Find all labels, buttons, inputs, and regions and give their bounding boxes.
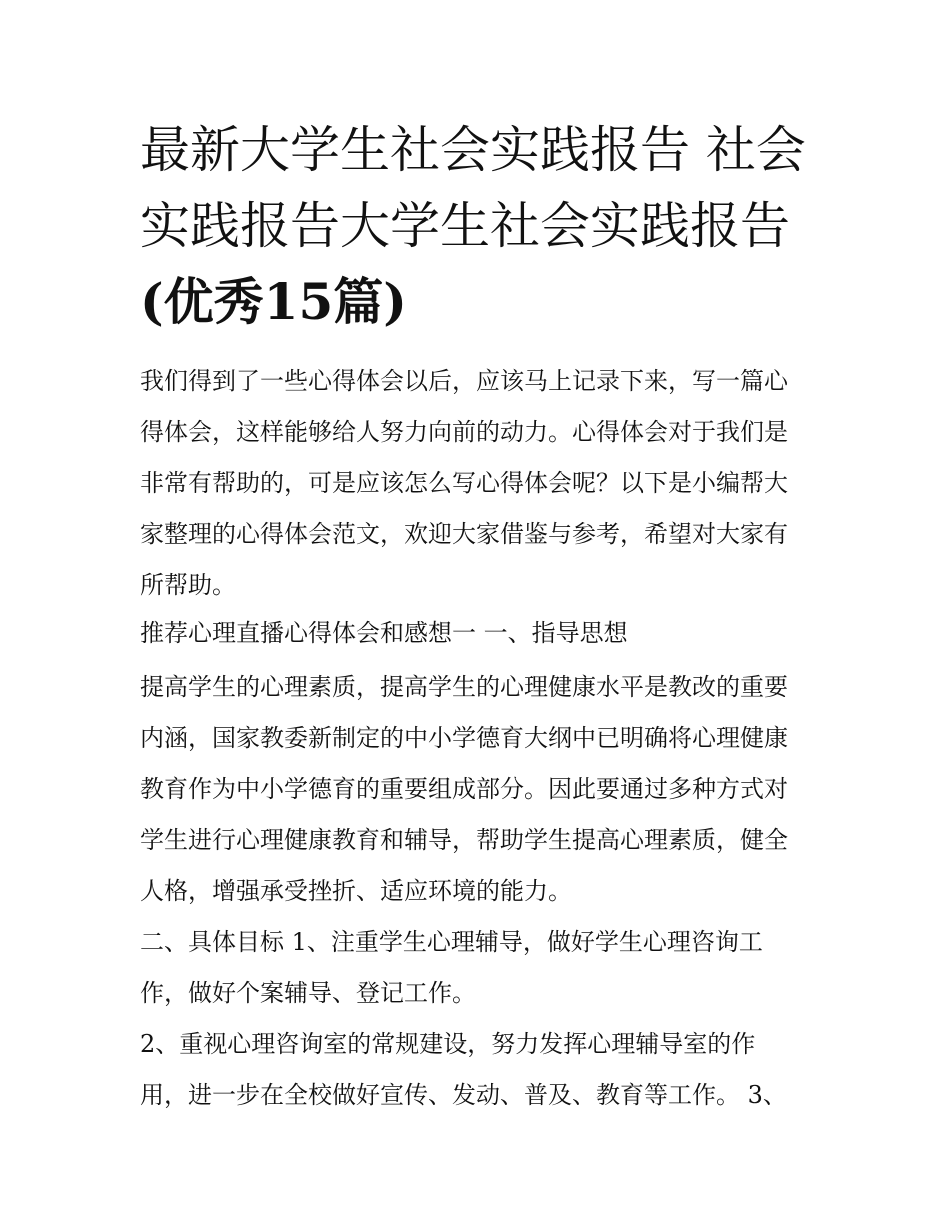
paragraph-line: 作，做好个案辅导、登记工作。 [140, 979, 476, 1007]
specific-goals-paragraph [140, 917, 820, 1019]
paragraph-line: 内涵，国家教委新制定的中小学德育大纲中已明确将心理健康 [140, 724, 788, 752]
paragraph-line: 用，进一步在全校做好宣传、发动、普及、教育等工作。 3、 [140, 1081, 787, 1109]
paragraph-line: 人格，增强承受挫折、适应环境的能力。 [140, 877, 572, 905]
counseling-room-paragraph [140, 1019, 820, 1121]
paragraph-line: 推荐心理直播心得体会和感想一 一、指导思想 [140, 619, 628, 647]
document-title [140, 112, 830, 340]
guiding-ideology-paragraph [140, 662, 820, 917]
paragraph-line: 家整理的心得体会范文，欢迎大家借鉴与参考，希望对大家有 [140, 520, 788, 548]
paragraph-line: 我们得到了一些心得体会以后，应该马上记录下来，写一篇心 [140, 367, 788, 395]
title-line-1: 最新大学生社会实践报告 社会 [140, 121, 806, 179]
title-line-3: (优秀15篇) [140, 272, 407, 331]
section-heading [140, 611, 820, 656]
intro-paragraph [140, 356, 820, 611]
paragraph-line: 所帮助。 [140, 571, 236, 599]
document-body [140, 356, 820, 1121]
paragraph-line: 得体会，这样能够给人努力向前的动力。心得体会对于我们是 [140, 418, 788, 446]
paragraph-line: 学生进行心理健康教育和辅导，帮助学生提高心理素质，健全 [140, 826, 788, 854]
paragraph-line: 2、重视心理咨询室的常规建设，努力发挥心理辅导室的作 [140, 1030, 756, 1058]
paragraph-line: 非常有帮助的，可是应该怎么写心得体会呢？以下是小编帮大 [140, 469, 788, 497]
paragraph-line: 提高学生的心理素质，提高学生的心理健康水平是教改的重要 [140, 673, 788, 701]
paragraph-line: 教育作为中小学德育的重要组成部分。因此要通过多种方式对 [140, 775, 788, 803]
title-line-2: 实践报告大学生社会实践报告 [140, 197, 790, 255]
paragraph-line: 二、具体目标 1、注重学生心理辅导，做好学生心理咨询工 [140, 928, 763, 956]
